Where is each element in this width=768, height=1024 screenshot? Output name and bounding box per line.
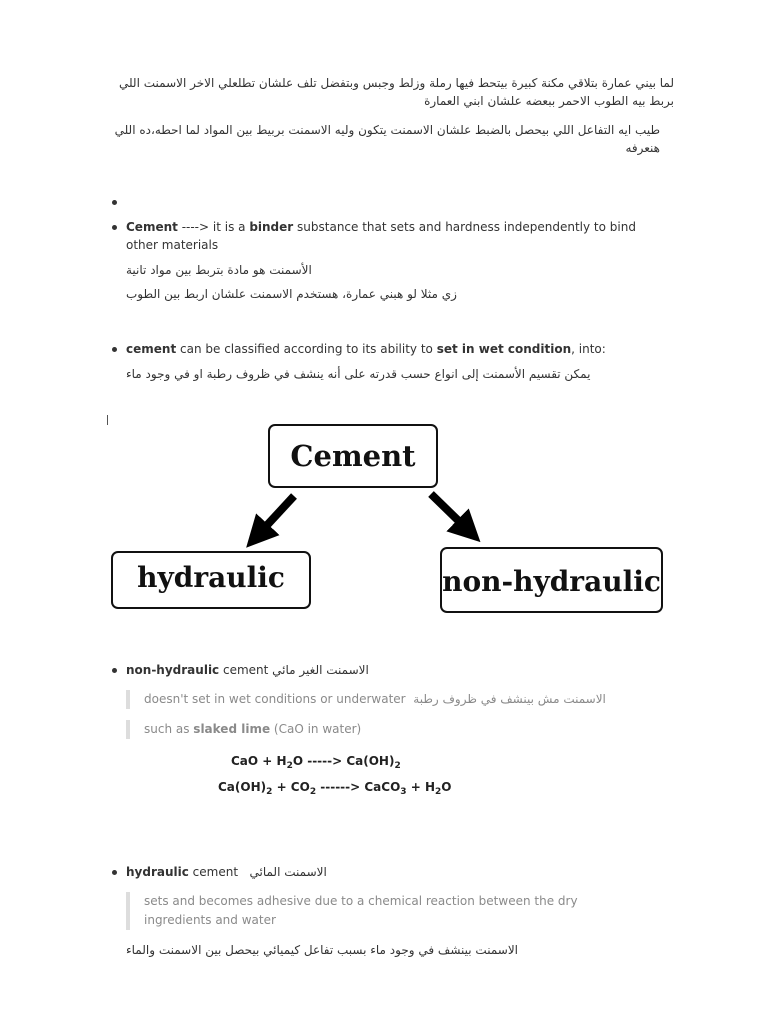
non-hydraulic-term: non-hydraulic — [126, 663, 220, 677]
non-hydraulic-arabic: الاسمنت الغير مائي — [272, 663, 369, 677]
intro-paragraph-2: طيب ايه التفاعل اللي بيحصل بالضبط علشان الاسمنت يتكون وليه الاسمنت بربيط بين المواد لما احطه،ده اللي هنعرفه — [114, 123, 660, 155]
slaked-lime-term: slaked lime — [193, 722, 271, 736]
hydraulic-quote: sets and becomes adhesive due to a chemical reaction between the dry ingredients and water — [126, 892, 640, 930]
cement-box: Cement — [268, 424, 438, 488]
bullet — [112, 870, 117, 875]
classification-text-2: , into: — [571, 342, 606, 356]
quote-1-arabic: الاسمنت مش بينشف في ظروف رطبة — [413, 692, 606, 706]
bullet — [112, 668, 117, 673]
hydraulic-arabic: الاسمنت المائي — [249, 865, 327, 879]
definition-arrow: ----> it is a — [177, 220, 250, 234]
quote-2-post: (CaO in water) — [270, 722, 362, 736]
cement-term: Cement — [126, 220, 178, 234]
bullet — [112, 225, 117, 230]
cement-arabic-1: الأسمنت هو مادة بتربط بين مواد تانية — [126, 263, 312, 277]
quote-2-pre: such as — [144, 722, 194, 736]
hydraulic-term: hydraulic — [126, 865, 189, 879]
non-hydraulic-quote-2 — [126, 720, 644, 739]
cement-term-2: cement — [126, 342, 177, 356]
non-hydraulic-quote-1 — [126, 690, 644, 709]
hydraulic-heading — [126, 863, 426, 881]
non-hydraulic-heading — [126, 661, 426, 679]
classification-text — [126, 340, 686, 358]
hydraulic-box: hydraulic — [111, 551, 311, 609]
cement-definition — [126, 218, 656, 254]
cement-arabic-2: زي مثلا لو هبني عمارة، هستخدم الاسمنت علشان اربط بين الطوب — [126, 287, 457, 301]
empty-bullet — [112, 200, 117, 205]
text-cursor — [107, 415, 108, 425]
binder-term: binder — [249, 220, 294, 234]
equation-1: CaO + $H_2O$ -----> $Ca(OH)_2$ — [231, 754, 401, 771]
arrow-to-hydraulic — [257, 496, 294, 536]
wet-condition-term: set in wet condition — [436, 342, 572, 356]
arrow-to-non-hydraulic — [431, 494, 469, 531]
bullet — [112, 347, 117, 352]
hydraulic-word: cement — [188, 865, 239, 879]
quote-1-english: doesn't set in wet conditions or underwater — [144, 692, 406, 706]
hydraulic-arabic-2: الاسمنت بينشف في وجود ماء بسبب تفاعل كيميائي بيحصل بين الاسمنت والماء — [126, 943, 519, 957]
definition-rest: substance that sets and hardness independently to bind other materials — [126, 220, 636, 252]
non-hydraulic-word: cement — [219, 663, 273, 677]
equation-2: $Ca(OH)_2 + CO_2$ ------> CaCO$_3$ + $H_2O$ — [218, 780, 452, 797]
intro-paragraph-1: لما بيني عمارة بتلاقي مكنة كبيرة بيتحط فيها رملة وزلط وجبس وبتفضل تلف علشان تطلعلي الاخر الاسمنت اللي بربط بيه الطوب الاحمر ببعضه علشان ابني العمارة — [118, 76, 674, 108]
non-hydraulic-box: non-hydraulic — [440, 547, 663, 613]
classification-text-1: can be classified according to its ability to — [176, 342, 437, 356]
classification-arabic: يمكن تقسيم الأسمنت إلى انواع حسب قدرته على أنه ينشف في ظروف رطبة او في وجود ماء — [126, 367, 591, 381]
